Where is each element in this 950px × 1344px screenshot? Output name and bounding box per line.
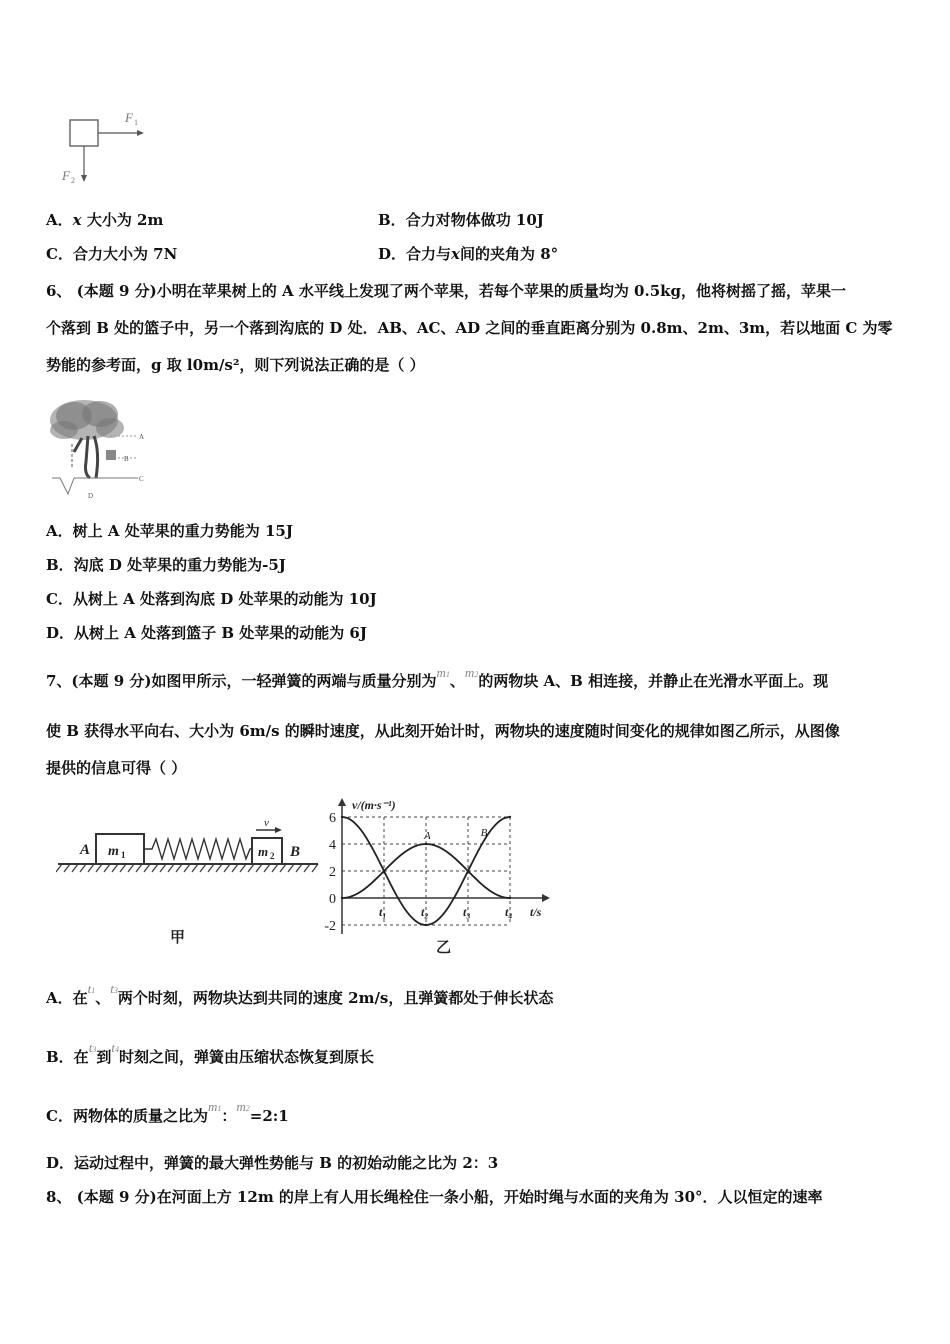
q7-stem-line3: 提供的信息可得（ ） (46, 759, 187, 777)
spring (144, 839, 252, 859)
data-point-a (425, 843, 427, 845)
q5-option-a: A．x 大小为 2m (46, 211, 164, 229)
q8-stem-line1: 8、 (本题 9 分)在河面上方 12m 的岸上有人用长绳栓住一条小船，开始时绳与水面的夹角为 30°．人以恒定的速率 (46, 1188, 823, 1206)
y-tick-label: 2 (329, 865, 336, 880)
q7-option-b: B．在t3到t4时刻之间，弹簧由压缩状态恢复到原长 (46, 1040, 374, 1066)
tree-label-c: C (139, 475, 144, 483)
block-m1 (96, 834, 144, 864)
x-axis-arrow (542, 894, 550, 902)
data-point-a (341, 897, 343, 899)
tree-label-a: A (139, 433, 145, 441)
y-tick-label: 0 (329, 892, 336, 907)
chart-y-ticks (324, 811, 336, 934)
label-m2: m (258, 844, 269, 859)
y-axis-label: v/(m·s⁻¹) (352, 798, 396, 812)
q7-option-d: D．运动过程中，弹簧的最大弹性势能与 B 的初始动能之比为 2：3 (46, 1154, 499, 1172)
data-point-b (341, 816, 343, 818)
ditch (60, 478, 74, 494)
q6-stem-line1: 6、 (本题 9 分)小明在苹果树上的 A 水平线上发现了两个苹果，若每个苹果的质量均为 0.5kg，他将树摇了摇，苹果一 (46, 282, 847, 300)
data-point-b (383, 870, 385, 872)
label-m2-sub: 2 (270, 851, 275, 861)
tree-label-b: B (124, 455, 129, 463)
force-box (70, 120, 98, 146)
label-b: B (290, 844, 301, 860)
tree-trunk (74, 436, 98, 478)
q7-option-c: C．两物体的质量之比为m1：m2=2:1 (46, 1099, 289, 1125)
spring-figure-jia (56, 812, 324, 952)
q5-option-c: C．合力大小为 7N (46, 245, 178, 263)
series-label-a: A (424, 830, 431, 842)
data-point-b (425, 924, 427, 926)
caption-yi: 乙 (436, 940, 452, 956)
q6-option-d: D．从树上 A 处落到篮子 B 处苹果的动能为 6J (46, 624, 367, 642)
x-tick-label: t₂ (421, 905, 429, 919)
q6-option-a: A．树上 A 处苹果的重力势能为 15J (46, 522, 293, 540)
q7-option-a: A．在t1、t3两个时刻，两物块达到共同的速度 2m/s，且弹簧都处于伸长状态 (46, 981, 554, 1007)
q5-option-b: B．合力对物体做功 10J (378, 211, 544, 229)
f2-label: F (62, 168, 70, 183)
apple-tree-figure (44, 392, 154, 504)
y-tick-label: -2 (324, 919, 336, 934)
q5-option-d: D．合力与x间的夹角为 8° (378, 245, 559, 263)
tree-label-d: D (88, 492, 94, 500)
q6-stem-line3: 势能的参考面，g 取 l0m/s²，则下列说法正确的是（ ） (46, 356, 425, 374)
label-a: A (80, 842, 91, 858)
vt-chart (318, 794, 558, 958)
data-point-b (509, 816, 511, 818)
label-m1: m (108, 844, 119, 859)
x-axis-label: t/s (530, 905, 542, 919)
label-m1-sub: 1 (121, 850, 126, 860)
ground-hatch (56, 864, 318, 872)
q7-stem-line1: 7、(本题 9 分)如图甲所示，一轻弹簧的两端与质量分别为m1、m2的两物块 A、B 相连接，并静止在光滑水平面上。现 (46, 665, 829, 690)
y-tick-label: 4 (329, 838, 336, 853)
q7-stem-line2: 使 B 获得水平向右、大小为 6m/s 的瞬时速度，从此刻开始计时，两物块的速度随时间变化的规律如图乙所示，从图像 (46, 722, 840, 740)
tree-canopy (50, 400, 124, 440)
f1-label: F (125, 110, 133, 125)
label-v: v (264, 817, 269, 829)
y-axis-arrow (338, 798, 346, 806)
f2-sub: 2 (71, 176, 75, 185)
x-tick-label: t₁ (379, 905, 387, 919)
force-diagram (58, 108, 158, 188)
x-tick-label: t₄ (505, 905, 513, 919)
q6-option-b: B．沟底 D 处苹果的重力势能为-5J (46, 556, 286, 574)
q6-option-c: C．从树上 A 处落到沟底 D 处苹果的动能为 10J (46, 590, 377, 608)
y-tick-label: 6 (329, 811, 336, 826)
caption-jia: 甲 (170, 930, 186, 946)
series-label-b: B (480, 826, 488, 839)
q6-stem-line2: 个落到 B 处的篮子中，另一个落到沟底的 D 处．AB、AC、AD 之间的垂直距离分别为 0.8m、2m、3m，若以地面 C 为零 (46, 319, 893, 337)
data-point-a (509, 897, 511, 899)
x-tick-label: t₃ (463, 905, 471, 919)
basket (106, 450, 116, 460)
f1-sub: 1 (134, 118, 138, 127)
data-point-b (467, 870, 469, 872)
